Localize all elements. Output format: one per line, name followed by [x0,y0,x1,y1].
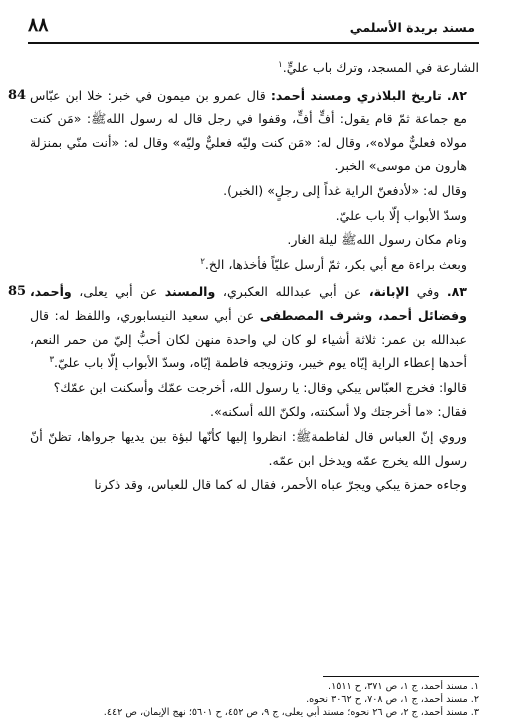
paragraph-continuation [30,56,479,80]
footnote-ref: ٣ [49,354,55,365]
paragraph-text: عن أبي عبدالله العكبري، [215,284,369,300]
paragraph-text: عن أبي يعلى، [71,284,165,300]
paragraph-83 [8,280,479,374]
footnote: ١. مسند أحمد، ج ١، ص ٣٧١، ح ١٥١١. [328,681,479,692]
quote-line: قالوا: فخرج العبّاس يبكي وقال: يا رسول الله، أخرجت عمّك وأسكنت ابن عمّك؟ [53,379,467,395]
paragraph-text: وبعث براءة مع أبي بكر، ثمّ أرسل عليّاً فأخذها، الخ. [204,256,467,272]
margin-number: 84 [8,87,27,103]
footnote-divider [323,676,479,677]
page-header [28,14,475,40]
quote-line: وروي إنّ العباس قال لفاطمةﷺ: انظروا إليها كأنّها لبؤة بين يديها جرواها، تظنّ أنّ رسول الله يخرج عمّه ويدخل ابن عمّه. [30,428,467,468]
paragraph-text: قال عمرو بن ميمون في خبر: خلا ابن عبّاس مع جماعة ثمّ قام يقول: أفٍّ أفٍّ، وقفوا في رجل قال له رسول اللهﷺ: «مَن كنت مولاه فعليٌّ مولاه»، وقال له: «مَن كنت وليّه فعليٌّ وليّه» وقال له: «أنت منّي بمنزلة هارون من موسى» الخبر. [30,87,467,174]
quote-line: وسدّ الأبواب إلّا باب عليّ. [335,207,467,223]
footnote-ref: ٢ [200,256,205,267]
header-divider [28,42,479,44]
paragraph-number: ٨٣. [446,284,467,300]
main-text [8,56,479,497]
quote-line [30,253,479,277]
paragraph-text: الشارعة في المسجد، وترك باب عليٍّ. [282,60,479,75]
source-title: تاريخ البلاذري ومسند أحمد: [270,87,442,103]
paragraph-number: ٨٢. [446,87,467,103]
footnote: ٢. مسند أحمد، ج ١، ص ٧٠٨، ح ٣٠٦٢ نحوه. [306,694,479,705]
paragraph-82 [8,84,479,178]
source-title: والمسند [164,284,216,300]
source-title: وأحمد، وفضائل أحمد، وشرف المصطفى [30,284,467,323]
running-title: مسند بريدة الأسلمي [349,20,475,35]
source-title: الإبانة، [368,284,410,300]
paragraph-text: وفي [409,284,447,300]
footnotes [40,680,479,719]
quote-line: وقال له: «لأدفعنّ الراية غداً إلى رجلٍ» (الخبر). [223,182,467,198]
quote-line: فقال: «ما أخرجتك ولا أسكنته، ولكنّ الله أسكنه». [209,404,467,420]
footnote-ref: ١ [278,59,283,70]
paragraph-text: عن أبي سعيد النيسابوري، واللفظ له: قال عبدالله بن عمر: ثلاثة أشياء لو كان لي واحدة منهن لكان أحبُّ إليّ من حمر النعم، أحدها إعطاء الراية إيّاه يوم خيبر، وتزويجه فاطمة إيّاه، وسدّ الأبواب إلّا باب عليّ. [30,307,467,371]
page-number: ٨٨ [28,14,49,36]
margin-number: 85 [8,284,27,300]
quote-line: ونام مكان رسول اللهﷺ ليلة الغار. [287,232,467,248]
footnote: ٣. مسند أحمد، ج ٢، ص ٢٦ نحوه؛ مسند أبي يعلى، ج ٩، ص ٤٥٢، ح ٥٦٠١؛ نهج الإيمان، ص ٤٤٢. [103,707,479,718]
quote-line: وجاءه حمزة يبكي ويجرّ عباه الأحمر، فقال له كما قال للعباس، وقد ذكرنا [94,477,467,493]
